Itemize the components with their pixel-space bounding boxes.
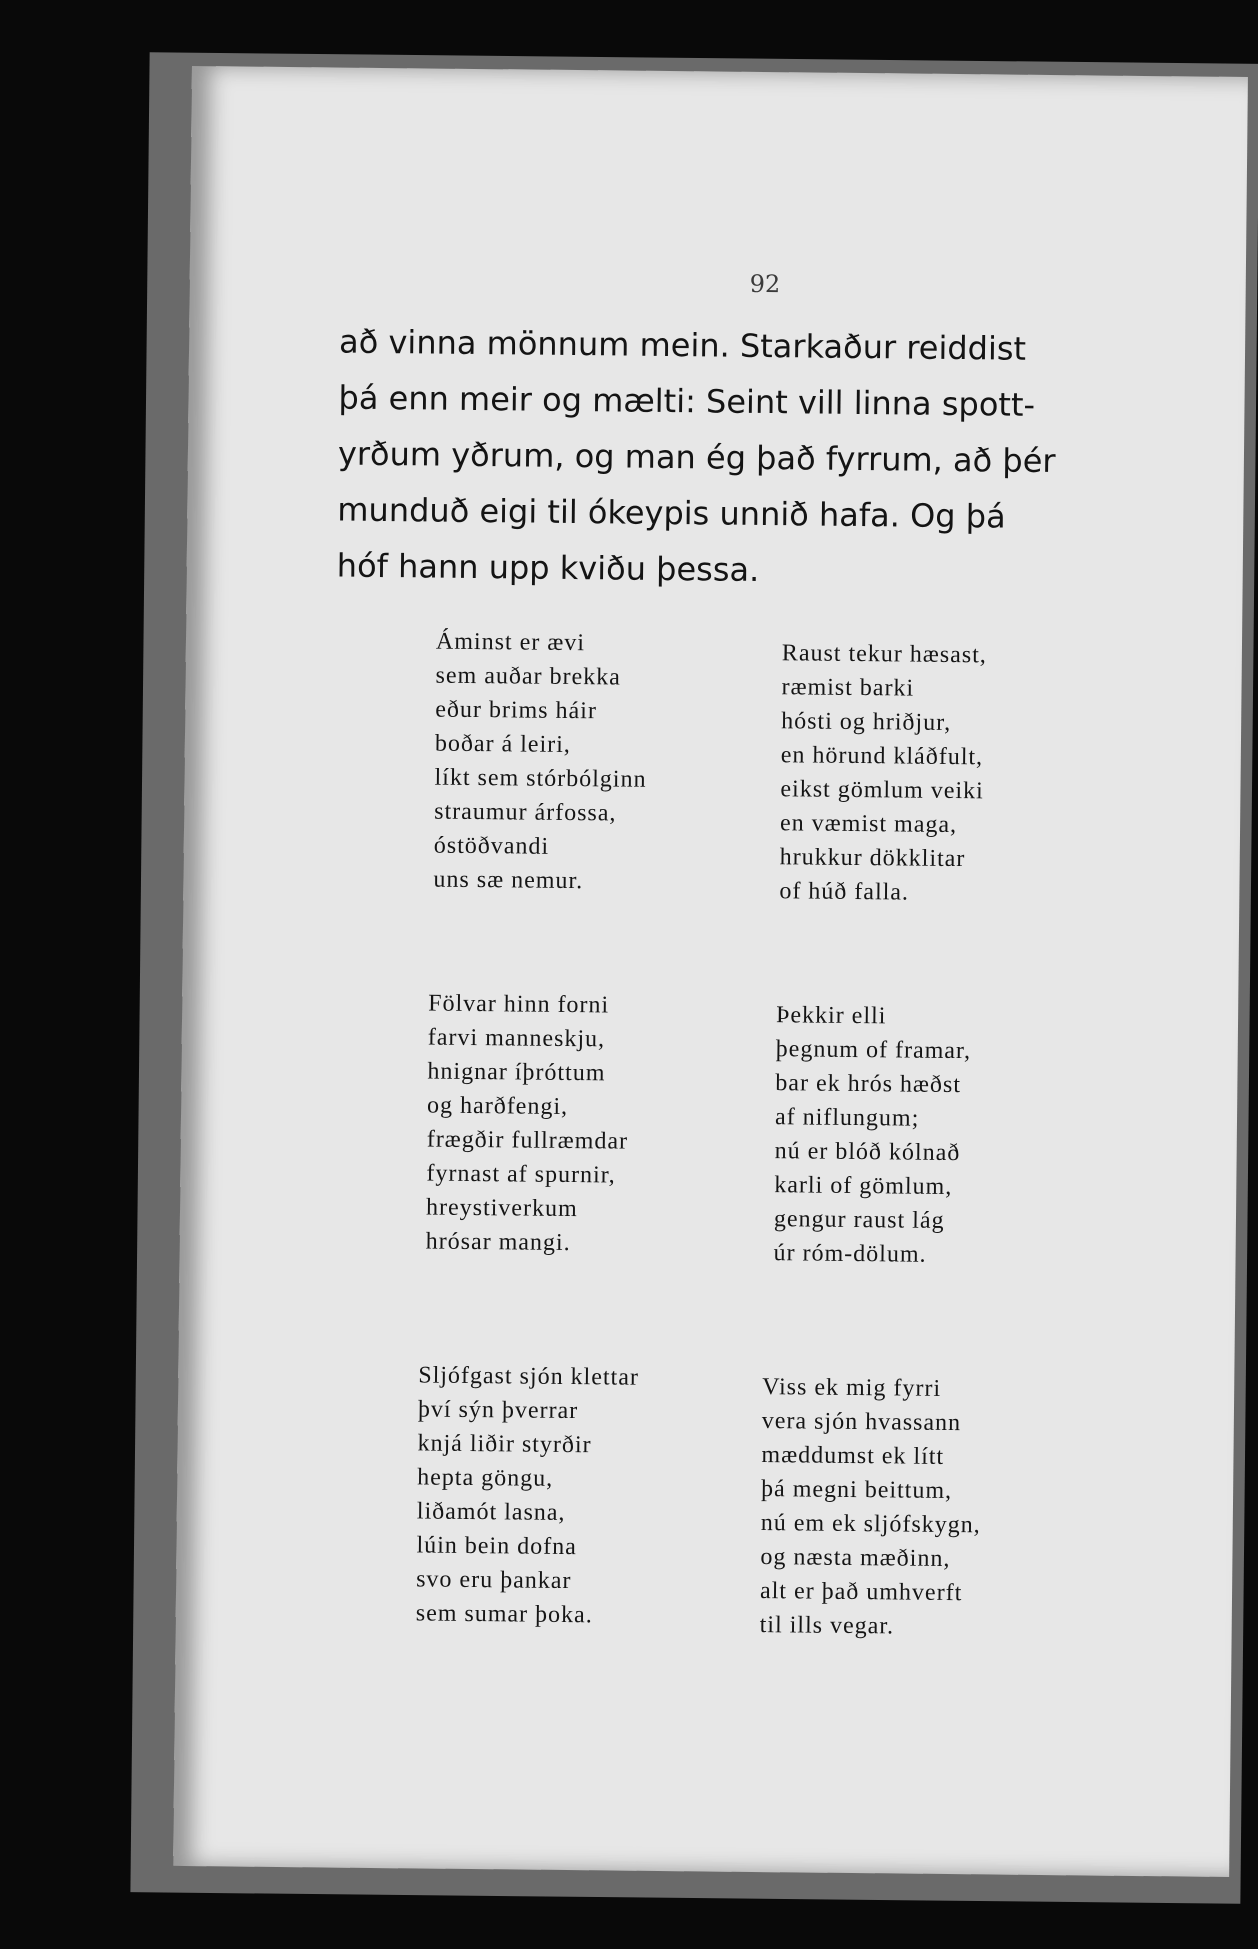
verse-line: uns sæ nemur. (433, 866, 584, 895)
verse-line: straumur árfossa, (434, 798, 617, 827)
verse-line: karli of gömlum, (774, 1172, 953, 1201)
verse-line: hepta göngu, (417, 1464, 554, 1492)
verse-line: og harðfengi, (426, 1092, 569, 1120)
verse-line: hrukkur dökklitar (779, 844, 966, 873)
prose-line: hóf hann upp kviðu þessa. (336, 546, 760, 589)
verse-line: frægðir fullræmdar (426, 1126, 629, 1155)
verse-line: því sýn þverrar (417, 1396, 579, 1425)
verse-line: liðamót lasna, (416, 1498, 566, 1526)
verse-line: vera sjón hvassann (761, 1408, 962, 1437)
prose-line: munduð eigi til ókeypis unnið hafa. Og þá (337, 490, 1006, 536)
verse-line: farvi manneskju, (427, 1024, 606, 1053)
verse-line: til ills vegar. (759, 1612, 895, 1640)
verse-line: nú er blóð kólnað (774, 1138, 961, 1167)
verse-line: boðar á leiri, (434, 730, 571, 759)
stanza-4 (773, 998, 971, 1272)
prose-paragraph (336, 314, 1139, 602)
verse-line: of húð falla. (779, 878, 910, 906)
verse-line: Viss ek mig fyrri (762, 1374, 942, 1402)
verse-line: gengur raust lág (773, 1206, 945, 1234)
prose-line: yrðum yðrum, og man ég það fyrrum, að þér (337, 434, 1056, 481)
stanza-3 (426, 987, 630, 1261)
verse-line: Þekkir elli (775, 1002, 887, 1030)
verse-line: af niflungum; (774, 1104, 920, 1132)
verse-line: sem sumar þoka. (415, 1600, 593, 1629)
verse-line: nú em ek sljófskygn, (760, 1510, 981, 1539)
verse-line: svo eru þankar (416, 1566, 572, 1595)
verse-line: Sljófgast sjón klettar (418, 1362, 640, 1391)
verse-line: hreystiverkum (425, 1194, 578, 1223)
verse-line: hósti og hriðjur, (781, 708, 952, 736)
verse-line: bar ek hrós hæðst (775, 1070, 962, 1099)
verse-line: Fölvar hinn forni (428, 990, 610, 1019)
verse-line: óstöðvandi (433, 832, 550, 860)
stanza-5 (416, 1358, 639, 1632)
stanza-1 (433, 625, 648, 899)
book-page (173, 66, 1248, 1877)
verse-line: þegnum of framar, (775, 1036, 972, 1065)
stanza-6 (760, 1370, 983, 1644)
verse-line: Áminst er ævi (435, 628, 586, 657)
verse-line: mæddumst ek lítt (761, 1442, 945, 1470)
verse-line: hnignar íþróttum (427, 1058, 606, 1087)
verse-line: knjá liðir styrðir (417, 1430, 592, 1459)
verse-line: eikst gömlum veiki (780, 776, 984, 805)
verse-line: ræmist barki (781, 674, 915, 702)
verse-line: fyrnast af spurnir, (426, 1160, 616, 1189)
prose-line: þá enn meir og mælti: Seint vill linna spott- (338, 378, 1036, 424)
verse-line: líkt sem stórbólginn (434, 764, 647, 793)
verse-line: hrósar mangi. (425, 1228, 571, 1257)
verse-line: en hörund kláðfult, (780, 742, 984, 771)
verse-line: þá megni beittum, (760, 1476, 953, 1505)
prose-line: að vinna mönnum mein. Starkaður reiddist (338, 322, 1027, 368)
verse-line: sem auðar brekka (435, 662, 622, 691)
page-number: 92 (749, 269, 781, 299)
verse-line: en væmist maga, (779, 810, 958, 839)
verse-line: eður brims háir (435, 696, 598, 725)
verse-line: og næsta mæðinn, (760, 1544, 951, 1573)
verse-line: úr róm-dölum. (773, 1240, 927, 1268)
verse-line: alt er það umhverft (759, 1578, 963, 1607)
stanza-2 (779, 636, 987, 910)
verse-line: Raust tekur hæsast, (781, 640, 988, 669)
verse-line: lúin bein dofna (416, 1532, 577, 1561)
